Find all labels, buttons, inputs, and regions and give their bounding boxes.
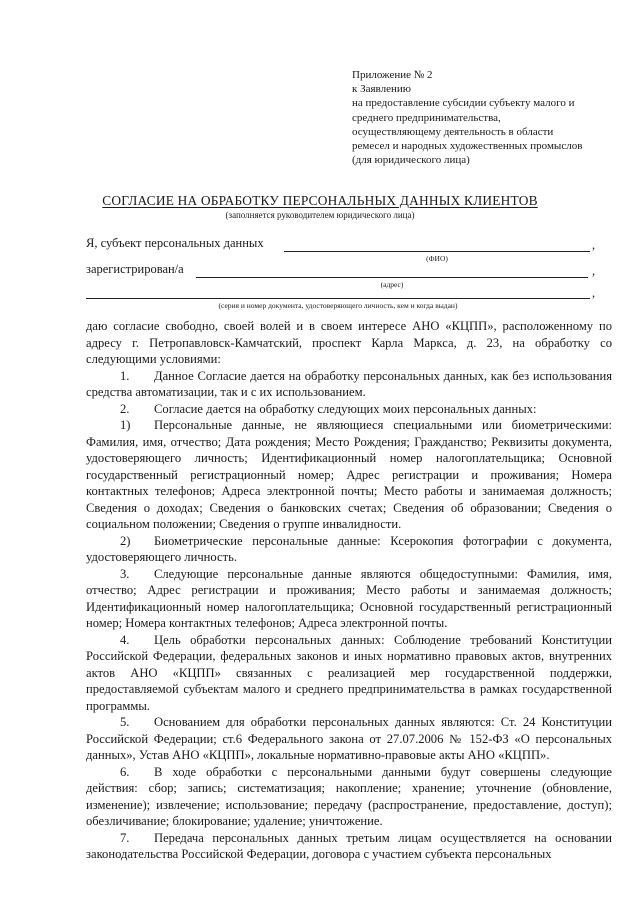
clause-2-2 bbox=[86, 533, 612, 566]
clause-text: Передача персональных данных третьим лицам осуществляется на основании законодательства Российской Федерации, договора с участием субъекта персональных bbox=[86, 830, 612, 861]
clause-number: 4. bbox=[120, 632, 130, 647]
address-field[interactable] bbox=[196, 277, 588, 278]
subject-label: Я, субъект персональных данных bbox=[86, 236, 264, 250]
fio-field[interactable] bbox=[284, 251, 590, 252]
clause-text: Персональные данные, не являющиеся специальными или биометрическими: Фамилия, имя, отчество; Дата рождения; Место Рождения; Гражданство; Реквизиты документа, удостоверяющего личность; Идентификационный номер налогоплательщика; Основной государственный регистрационный номер; Адрес регистрации и проживания; Номера контактных телефонов; Адреса электронной почты; Место работы и занимаемая должность; Сведения о доходах; Сведения о банковских счетах; Сведения об образовании; Сведения о социальном положении; Сведения о группе инвалидности. bbox=[86, 418, 612, 531]
clause-text: Цель обработки персональных данных: Соблюдение требований Конституции Российской Федерации, федеральных законов и иных нормативно правовых актов, внутренних актов АНО «КЦПП» связанных с реализацией мер государственной поддержки, предоставляемой субъектам малого и среднего предпринимательства в рамках государственной программы. bbox=[86, 632, 612, 713]
clause-text: В ходе обработки с персональными данными будут совершены следующие действия: сбор; запись; систематизация; накопление; хранение; уточнение (обновление, изменение); извлечение; использование; передачу (распространение, предоставление, доступ); обезличивание; блокирование; удаление; уничтожение. bbox=[86, 764, 612, 828]
clause-2-1 bbox=[86, 417, 612, 533]
clause-number: 1) bbox=[120, 418, 131, 432]
clause-number: 5. bbox=[120, 715, 130, 729]
document-title: СОГЛАСИЕ НА ОБРАБОТКУ ПЕРСОНАЛЬНЫХ ДАННЫХ КЛИЕНТОВ bbox=[102, 193, 538, 208]
clause-text: Биометрические персональные данные: Ксерокопия фотографии с документа, удостоверяющего личность. bbox=[86, 533, 612, 564]
fio-caption: (ФИО) bbox=[426, 254, 448, 263]
clause-6 bbox=[86, 764, 612, 830]
clause-number: 2. bbox=[120, 401, 130, 416]
clause-number: 1. bbox=[120, 368, 130, 383]
clause-number: 6. bbox=[120, 764, 130, 779]
clause-3 bbox=[86, 566, 612, 632]
clause-number: 2) bbox=[120, 533, 131, 548]
document-subtitle: (заполняется руководителем юридического лица) bbox=[225, 210, 415, 220]
registered-label: зарегистрирован/а bbox=[86, 262, 184, 276]
clause-text: Основанием для обработки персональных данных являются: Ст. 24 Конституции Российской Федерации; ст.6 Федерального закона от 27.07.2006 № 152-ФЗ «О персональных данных», Устав АНО «КЦПП», локальные нормативно-правовые акты АНО «КЦПП». bbox=[86, 715, 612, 762]
address-comma: , bbox=[592, 264, 596, 278]
document-field[interactable] bbox=[86, 298, 590, 299]
clause-text: Следующие персональные данные являются общедоступными: Фамилия, имя, отчество; Адрес регистрации и проживания; Место работы и занимаемая должность; Идентификационный номер налогоплательщика; Основной государственный регистрационный номер; Номера контактных телефонов; Адреса электронной почты. bbox=[86, 566, 612, 630]
clause-number: 7. bbox=[120, 830, 130, 845]
document-caption: (серия и номер документа, удостоверяющего личность, кем и когда выдан) bbox=[218, 301, 458, 310]
appendix-header: Приложение № 2 к Заявлению на предоставление субсидии субъекту малого и среднего предпринимательства, осуществляющему деятельность в области ремесел и народных художественных промыслов (для юридического лица) bbox=[352, 69, 583, 167]
clause-4 bbox=[86, 632, 612, 715]
fio-comma: , bbox=[592, 238, 596, 252]
clause-7 bbox=[86, 830, 612, 863]
clause-5 bbox=[86, 714, 612, 764]
clause-number: 3. bbox=[120, 566, 130, 581]
consent-body bbox=[86, 318, 612, 863]
clause-1 bbox=[86, 368, 612, 401]
clause-text: Согласие дается на обработку следующих моих персональных данных: bbox=[154, 401, 537, 416]
clause-2 bbox=[86, 401, 612, 418]
address-caption: (адрес) bbox=[380, 280, 404, 289]
document-comma: , bbox=[592, 286, 596, 300]
consent-intro: даю согласие свободно, своей волей и в своем интересе АНО «КЦПП», расположенному по адресу г. Петропавловск-Камчатский, проспект Карла Маркса, д. 23, на обработку со следующими условиями: bbox=[86, 319, 612, 366]
clause-text: Данное Согласие дается на обработку персональных данных, как без использования средства автоматизации, так и с их использованием. bbox=[86, 368, 612, 399]
